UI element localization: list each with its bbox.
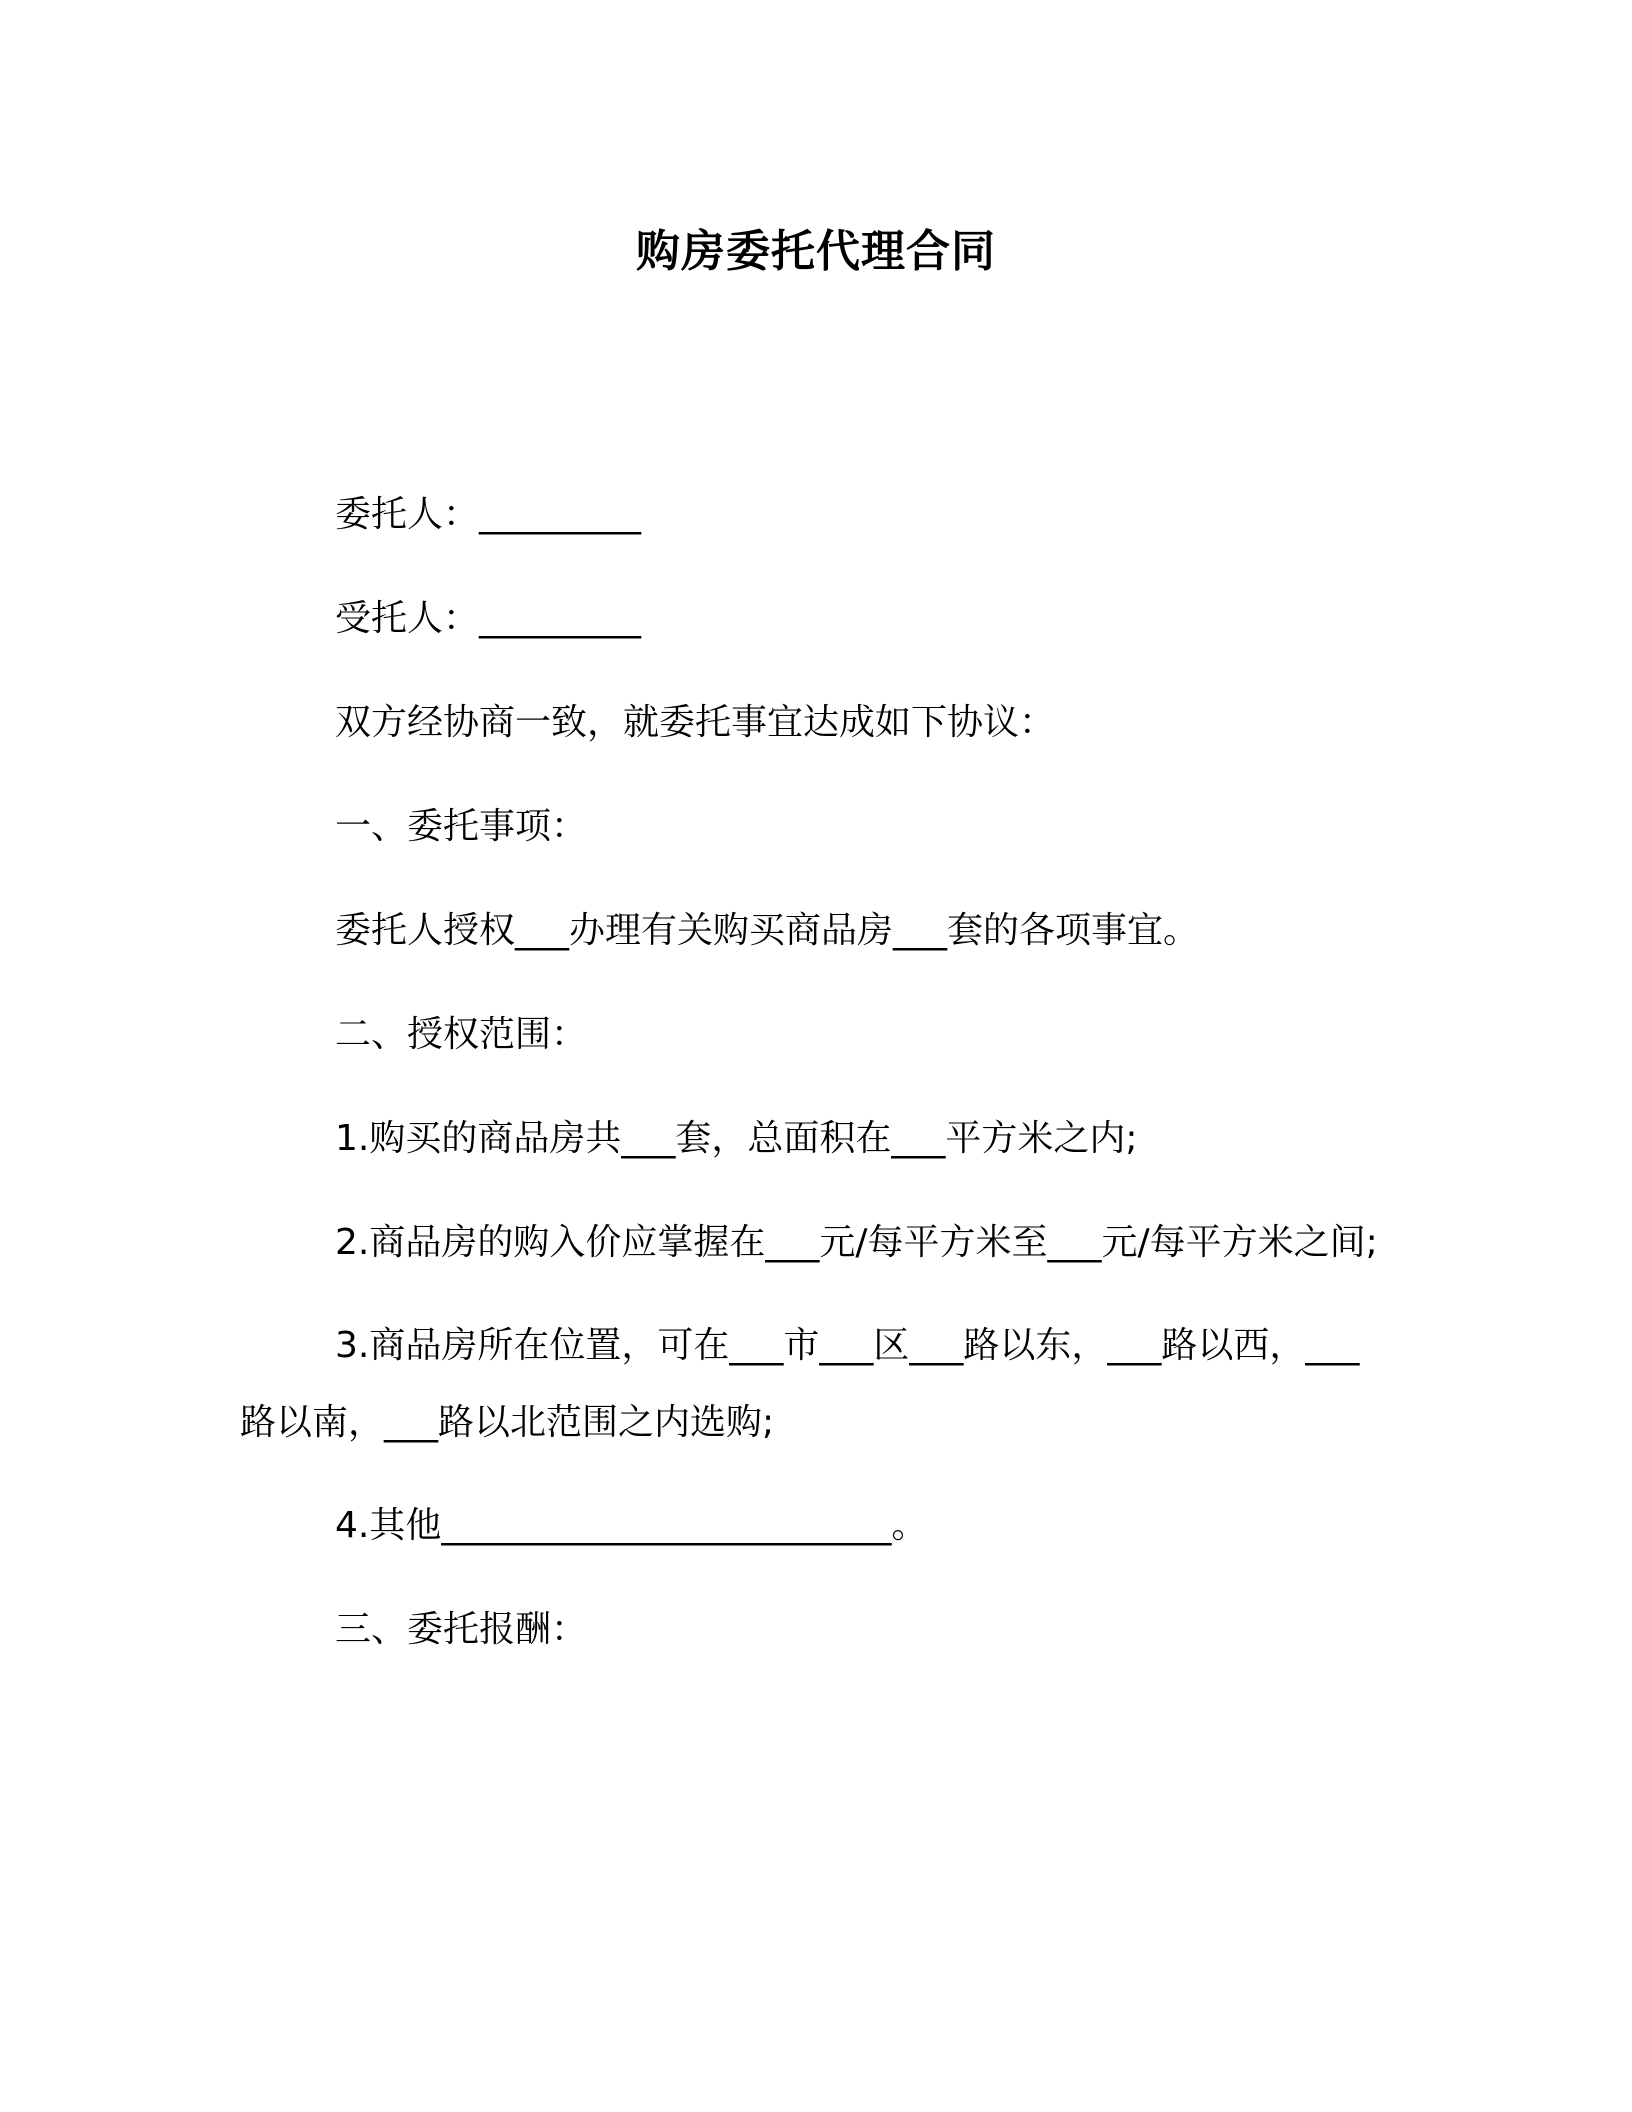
section-heading-3: 三、委托报酬： [335, 1609, 588, 1650]
section-heading-1: 一、委托事项： [335, 806, 588, 847]
scope-item-4: 4.其他_________________________。 [335, 1505, 928, 1546]
scope-item-2: 2.商品房的购入价应掌握在___元/每平方米至___元/每平方米之间; [335, 1222, 1378, 1263]
entrusted-matter: 委托人授权___办理有关购买商品房___套的各项事宜。 [335, 910, 1200, 951]
agreement-intro: 双方经协商一致，就委托事宜达成如下协议： [335, 702, 1056, 743]
document-title: 购房委托代理合同 [636, 226, 996, 277]
section-heading-2: 二、授权范围： [335, 1014, 588, 1055]
document-body [240, 490, 1390, 1709]
scope-item-1: 1.购买的商品房共___套，总面积在___平方米之内; [335, 1118, 1138, 1159]
agent-line: 受托人：_________ [335, 598, 642, 639]
scope-item-3: 3.商品房所在位置，可在___市___区___路以东，___路以西，___路以南，___路以北范围之内选购; [240, 1325, 1360, 1443]
principal-line: 委托人：_________ [335, 494, 642, 535]
